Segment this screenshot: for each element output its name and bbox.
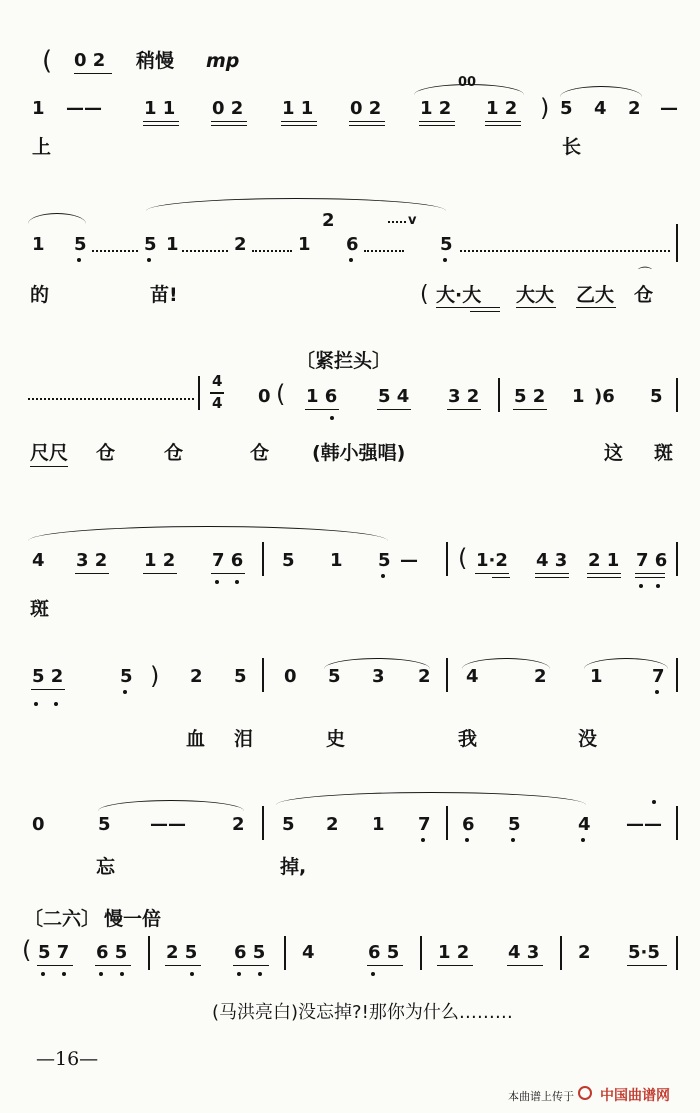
- note-group: 5·5: [628, 942, 660, 963]
- bar-line: [262, 658, 264, 692]
- footer-upload-text: 本曲谱上传于: [508, 1090, 574, 1103]
- close-paren: ): [540, 94, 550, 122]
- underline: [349, 125, 385, 126]
- note: 6: [346, 234, 359, 255]
- note-dash: —: [400, 550, 418, 571]
- note-group: 4 3: [508, 942, 540, 963]
- dotted-line: [460, 250, 670, 252]
- note: 4: [466, 666, 479, 687]
- footer-site-name: 中国曲谱网: [600, 1088, 670, 1104]
- note: 5: [74, 234, 87, 255]
- note: 5: [508, 814, 521, 835]
- lyric: 忘: [96, 856, 116, 878]
- bar-line: [676, 658, 678, 692]
- slur: [98, 800, 244, 811]
- underline: [535, 573, 569, 574]
- underline: [492, 577, 510, 578]
- bar-line: [262, 806, 264, 840]
- underline: [627, 965, 667, 966]
- note: 1: [298, 234, 311, 255]
- percussion-syllable: 乙大: [576, 284, 615, 306]
- meter-top: 4: [212, 372, 223, 390]
- underline: [281, 125, 317, 126]
- bar-line: [198, 376, 200, 410]
- note: 7: [652, 666, 665, 687]
- octave-dot: [511, 838, 515, 842]
- note-dash: —: [660, 98, 678, 119]
- lyric: 我: [458, 728, 478, 750]
- note: 0: [284, 666, 297, 687]
- dotted-line: [252, 250, 292, 252]
- breath-mark: v: [408, 213, 417, 228]
- bar-line: [420, 936, 422, 970]
- note-group: 1 1: [144, 98, 176, 119]
- underline: [165, 965, 201, 966]
- note: 2: [234, 234, 247, 255]
- slur: [276, 792, 586, 805]
- octave-dot: [123, 690, 127, 694]
- note-group: 6 5: [234, 942, 266, 963]
- open-paren: (: [458, 544, 468, 572]
- underline: [437, 965, 473, 966]
- note-group: 1·2: [476, 550, 508, 571]
- underline: [535, 577, 569, 578]
- octave-dot: [215, 580, 219, 584]
- lyric: 苗!: [150, 284, 178, 306]
- note-group: 1 2: [438, 942, 470, 963]
- note-group: 3 2: [448, 386, 480, 407]
- underline: [635, 573, 665, 574]
- octave-dot: [120, 972, 124, 976]
- section-label: 〔二六〕: [24, 908, 101, 930]
- close-paren: ): [150, 662, 160, 690]
- underline: [485, 121, 521, 122]
- note-group: 2 5: [166, 942, 198, 963]
- percussion-paren: (: [420, 282, 429, 307]
- underline: [516, 307, 556, 308]
- lyric: 史: [326, 728, 346, 750]
- note-group: 1 2: [144, 550, 176, 571]
- note: 1: [572, 386, 585, 407]
- octave-dot: [443, 258, 447, 262]
- octave-dot: [639, 584, 643, 588]
- note-group: 7 6: [212, 550, 244, 571]
- underline: [31, 689, 65, 690]
- singer-note: (韩小强唱): [312, 442, 406, 464]
- note: 5: [120, 666, 133, 687]
- note-group: 5 2: [514, 386, 546, 407]
- octave-dot: [54, 702, 58, 706]
- underline: [485, 125, 521, 126]
- note-group: 1 2: [420, 98, 452, 119]
- note-group: 4 3: [536, 550, 568, 571]
- note: 2: [578, 942, 591, 963]
- underline: [95, 965, 131, 966]
- pickup-notes: 0 2: [74, 50, 106, 71]
- note: 5: [144, 234, 157, 255]
- note-group: 3 2: [76, 550, 108, 571]
- underline: [419, 125, 455, 126]
- note-dash: ——: [150, 814, 186, 835]
- octave-dot: [330, 416, 334, 420]
- underline: [211, 573, 245, 574]
- octave-dot: [147, 258, 151, 262]
- underline: [377, 409, 411, 410]
- note: 5: [234, 666, 247, 687]
- underline: [211, 121, 247, 122]
- note: 5: [378, 550, 391, 571]
- note: 5: [282, 550, 295, 571]
- tempo-mark: 慢一倍: [104, 908, 162, 930]
- underline: [143, 121, 179, 122]
- spoken-line: (马洪亮白)没忘掉?!那你为什么………: [212, 1002, 513, 1023]
- underline: [281, 121, 317, 122]
- note-group: 6 5: [96, 942, 128, 963]
- bar-line: [676, 224, 678, 262]
- dotted-line: [28, 398, 194, 400]
- underline: [419, 121, 455, 122]
- octave-dot: [421, 838, 425, 842]
- site-logo-icon: [578, 1086, 592, 1100]
- ornament-mark: 00: [458, 75, 477, 90]
- underline: [30, 466, 68, 467]
- dynamic-mark: mp: [206, 50, 240, 72]
- bar-line: [560, 936, 562, 970]
- percussion-syllable: 仓: [164, 442, 184, 464]
- note-group: 0 2: [350, 98, 382, 119]
- open-paren: (: [42, 46, 53, 76]
- note-group: 5 4: [378, 386, 410, 407]
- fermata-mark: ⌒: [638, 267, 652, 283]
- bar-line: [676, 542, 678, 576]
- lyric: 上: [32, 136, 52, 158]
- note: 2: [628, 98, 641, 119]
- underline: [576, 307, 616, 308]
- note: )6: [594, 386, 615, 407]
- note-group: 5 2: [32, 666, 64, 687]
- note: 4: [302, 942, 315, 963]
- page-number: —16—: [36, 1048, 99, 1070]
- octave-dot: [655, 690, 659, 694]
- dotted-line: [364, 250, 404, 252]
- note: 5: [282, 814, 295, 835]
- lyric: 斑: [654, 442, 674, 464]
- note: 0: [32, 814, 45, 835]
- octave-dot: [371, 972, 375, 976]
- note-group: 1 6: [306, 386, 338, 407]
- lyric: 的: [30, 284, 50, 306]
- underline: [436, 307, 500, 308]
- percussion-syllable: 仓: [96, 442, 116, 464]
- dotted-line: [182, 250, 228, 252]
- lyric: 斑: [30, 598, 50, 620]
- note-dash: ——: [66, 98, 102, 119]
- dotted-line: [388, 221, 406, 223]
- lyric: 掉,: [280, 856, 307, 878]
- percussion-syllable: 仓: [634, 284, 654, 306]
- percussion-syllable: 大·大: [436, 284, 482, 306]
- bar-line: [676, 936, 678, 970]
- octave-dot: [381, 574, 385, 578]
- lyric: 长: [562, 136, 582, 158]
- note: 5: [560, 98, 573, 119]
- note: 1: [166, 234, 179, 255]
- slur: [146, 198, 446, 211]
- lyric: 血: [186, 728, 206, 750]
- underline: [74, 73, 112, 74]
- open-paren: (: [22, 936, 32, 964]
- note: 3: [372, 666, 385, 687]
- underline: [143, 573, 177, 574]
- octave-dot: [465, 838, 469, 842]
- note-group: 6 5: [368, 942, 400, 963]
- underline: [349, 121, 385, 122]
- underline: [367, 965, 403, 966]
- slur: [28, 526, 388, 541]
- note: 2: [418, 666, 431, 687]
- note-group: 1 1: [282, 98, 314, 119]
- bar-line: [148, 936, 150, 970]
- percussion-syllable: 大大: [516, 284, 555, 306]
- bar-line: [262, 542, 264, 576]
- note: 5: [650, 386, 663, 407]
- underline: [513, 409, 547, 410]
- tempo-mark: 稍慢: [136, 50, 175, 72]
- percussion-syllable: 尺尺: [30, 442, 69, 464]
- octave-dot: [237, 972, 241, 976]
- note: 0: [258, 386, 271, 407]
- staccato-dot: [652, 800, 656, 804]
- underline: [305, 409, 339, 410]
- note-group: 0 2: [212, 98, 244, 119]
- note-group: 7 6: [636, 550, 668, 571]
- note: 5: [440, 234, 453, 255]
- note: 1: [590, 666, 603, 687]
- dotted-line: [92, 250, 138, 252]
- bar-line: [446, 658, 448, 692]
- lyric: 泪: [234, 728, 254, 750]
- open-paren: (: [276, 380, 286, 408]
- octave-dot: [258, 972, 262, 976]
- slur: [560, 86, 642, 97]
- underline: [470, 311, 500, 312]
- meter-bottom: 4: [212, 394, 223, 412]
- octave-dot: [77, 258, 81, 262]
- octave-dot: [656, 584, 660, 588]
- section-label: 〔紧拦头〕: [296, 350, 392, 372]
- note: 4: [32, 550, 45, 571]
- underline: [75, 573, 109, 574]
- note-dash: ——: [626, 814, 662, 835]
- underline: [447, 409, 481, 410]
- note: 5: [328, 666, 341, 687]
- note: 2: [326, 814, 339, 835]
- underline: [233, 965, 269, 966]
- octave-dot: [62, 972, 66, 976]
- underline: [37, 965, 73, 966]
- percussion-syllable: 仓: [250, 442, 270, 464]
- note: 7: [418, 814, 431, 835]
- underline: [587, 577, 621, 578]
- underline: [143, 125, 179, 126]
- note: 4: [594, 98, 607, 119]
- underline: [475, 573, 509, 574]
- underline: [211, 125, 247, 126]
- octave-dot: [34, 702, 38, 706]
- bar-line: [446, 542, 448, 576]
- note: 2: [190, 666, 203, 687]
- note: 6: [462, 814, 475, 835]
- note: 1: [372, 814, 385, 835]
- lyric: 没: [578, 728, 598, 750]
- bar-line: [284, 936, 286, 970]
- octave-dot: [235, 580, 239, 584]
- note: 1: [330, 550, 343, 571]
- octave-dot: [190, 972, 194, 976]
- bar-line: [446, 806, 448, 840]
- note: 1: [32, 98, 45, 119]
- octave-dot: [349, 258, 353, 262]
- slur: [28, 213, 86, 224]
- grace-note: 2: [322, 210, 335, 231]
- note: 2: [232, 814, 245, 835]
- note: 2: [534, 666, 547, 687]
- bar-line: [676, 806, 678, 840]
- note: 1: [32, 234, 45, 255]
- bar-line: [498, 378, 500, 412]
- lyric: 这: [604, 442, 624, 464]
- note: 4: [578, 814, 591, 835]
- note-group: 2 1: [588, 550, 620, 571]
- octave-dot: [581, 838, 585, 842]
- underline: [635, 577, 665, 578]
- note: 5: [98, 814, 111, 835]
- octave-dot: [99, 972, 103, 976]
- note-group: 1 2: [486, 98, 518, 119]
- octave-dot: [41, 972, 45, 976]
- note-group: 5 7: [38, 942, 70, 963]
- underline: [507, 965, 543, 966]
- bar-line: [676, 378, 678, 412]
- underline: [587, 573, 621, 574]
